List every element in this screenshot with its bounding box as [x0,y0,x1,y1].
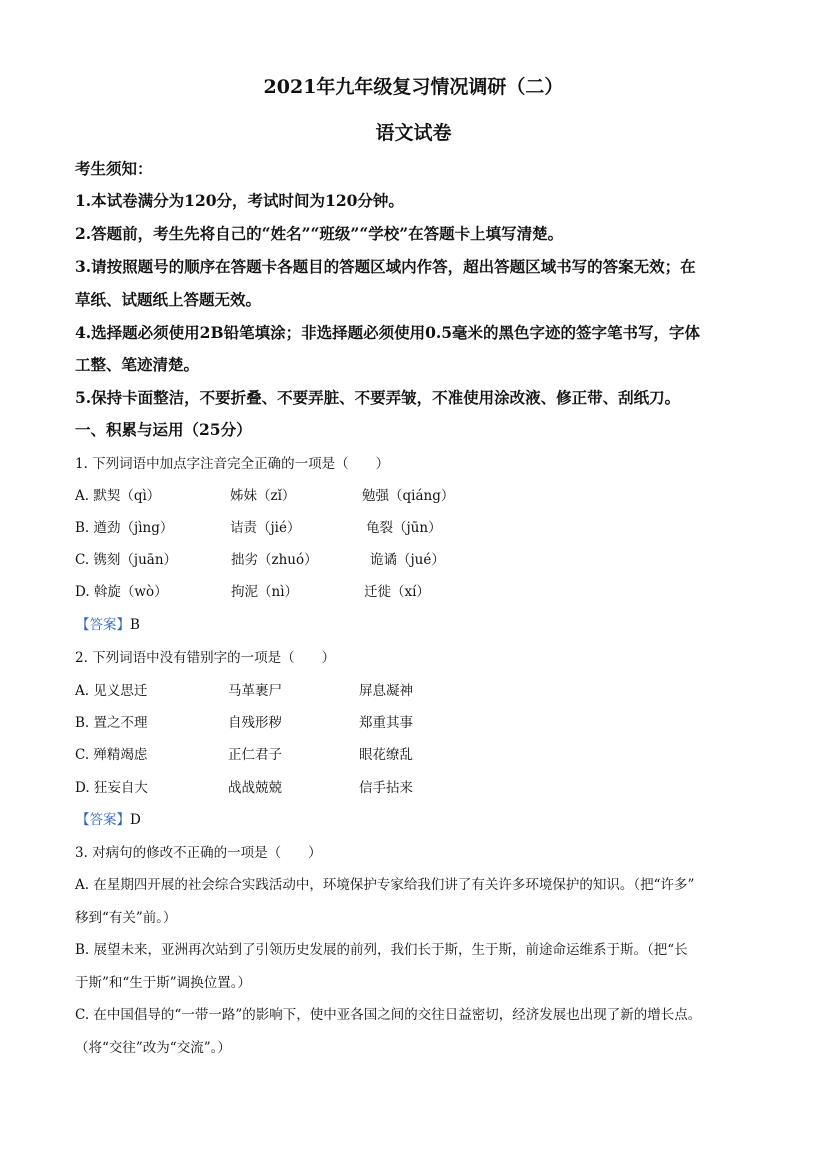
option-word: 诡谲（jué） [370,552,445,568]
section-heading: 一、积累与运用（25分） [75,420,252,439]
notice-heading: 考生须知： [75,159,153,178]
option-word: D. 斡旋（wò） [75,584,168,600]
option-word: 拘泥（nì） [231,584,299,600]
option-word: B. 遒劲（jìng） [75,520,174,536]
question-stem: 1. 下列词语中加点字注音完全正确的一项是（ ） [75,456,390,472]
notice-item: 3.请按照题号的顺序在答题卡各题目的答题区域内作答，超出答题区域书写的答案无效；在 [75,257,696,276]
answer-line [76,613,140,633]
answer-value: D [130,812,141,828]
option-text: A. 在星期四开展的社会综合实践活动中，环境保护专家给我们讲了有关许多环境保护的知识。（把“许多” [75,877,695,893]
option-word: 郑重其事 [359,715,413,731]
option-word: 信手拈来 [359,780,413,796]
option-word: 迁徙（xí） [364,584,430,600]
answer-label: 【答案】 [76,617,130,633]
option-word: D. 狂妄自大 [75,780,148,796]
option-text: （将“交往”改为“交流”。） [75,1040,231,1056]
answer-line [76,808,141,828]
option-word: C. 镌刻（juān） [75,552,178,568]
option-word: 正仁君子 [228,747,282,763]
option-word: 诘责（jié） [230,520,301,536]
option-word: 龟裂（jūn） [366,520,442,536]
option-text: 于斯”和“生于斯”调换位置。） [75,975,251,991]
option-word: A. 默契（qì） [75,488,161,504]
option-text: B. 展望未来，亚洲再次站到了引领历史发展的前列，我们长于斯，生于斯，前途命运维系于斯。（把“长 [75,942,688,958]
option-word: 自残形秽 [228,715,282,731]
notice-item: 4.选择题必须使用2B铅笔填涂；非选择题必须使用0.5毫米的黑色字迹的签字笔书写，字体 [75,323,701,342]
option-word: 拙劣（zhuó） [231,552,318,568]
answer-value: B [130,617,140,633]
notice-item: 2.答题前，考生先将自己的“姓名”“班级”“学校”在答题卡上填写清楚。 [75,224,564,243]
question-stem: 3. 对病句的修改不正确的一项是（ ） [75,845,322,861]
notice-item: 1.本试卷满分为120分，考试时间为120分钟。 [75,191,404,210]
answer-label: 【答案】 [76,812,130,828]
exam-subtitle: 语文试卷 [375,122,452,144]
notice-item: 工整、笔迹清楚。 [75,355,200,374]
option-word: 马革裹尸 [228,683,282,699]
notice-item: 草纸、试题纸上答题无效。 [75,290,262,309]
option-text: 移到“有关”前。） [75,910,177,926]
option-word: 战战兢兢 [228,780,282,796]
option-word: C. 殚精竭虑 [75,747,148,763]
option-text: C. 在中国倡导的“一带一路”的影响下，使中亚各国之间的交往日益密切，经济发展也出现了新的增长点。 [75,1007,702,1023]
option-word: 屏息凝神 [359,683,413,699]
option-word: 勉强（qiáng） [362,488,455,504]
option-word: 眼花缭乱 [359,747,413,763]
notice-item: 5.保持卡面整洁，不要折叠、不要弄脏、不要弄皱，不准使用涂改液、修正带、刮纸刀。 [75,388,681,407]
option-word: B. 置之不理 [75,715,148,731]
exam-title: 2021年九年级复习情况调研（二） [263,76,564,98]
option-word: A. 见义思迁 [75,683,148,699]
question-stem: 2. 下列词语中没有错别字的一项是（ ） [75,650,336,666]
option-word: 姊妹（zǐ） [230,488,296,504]
